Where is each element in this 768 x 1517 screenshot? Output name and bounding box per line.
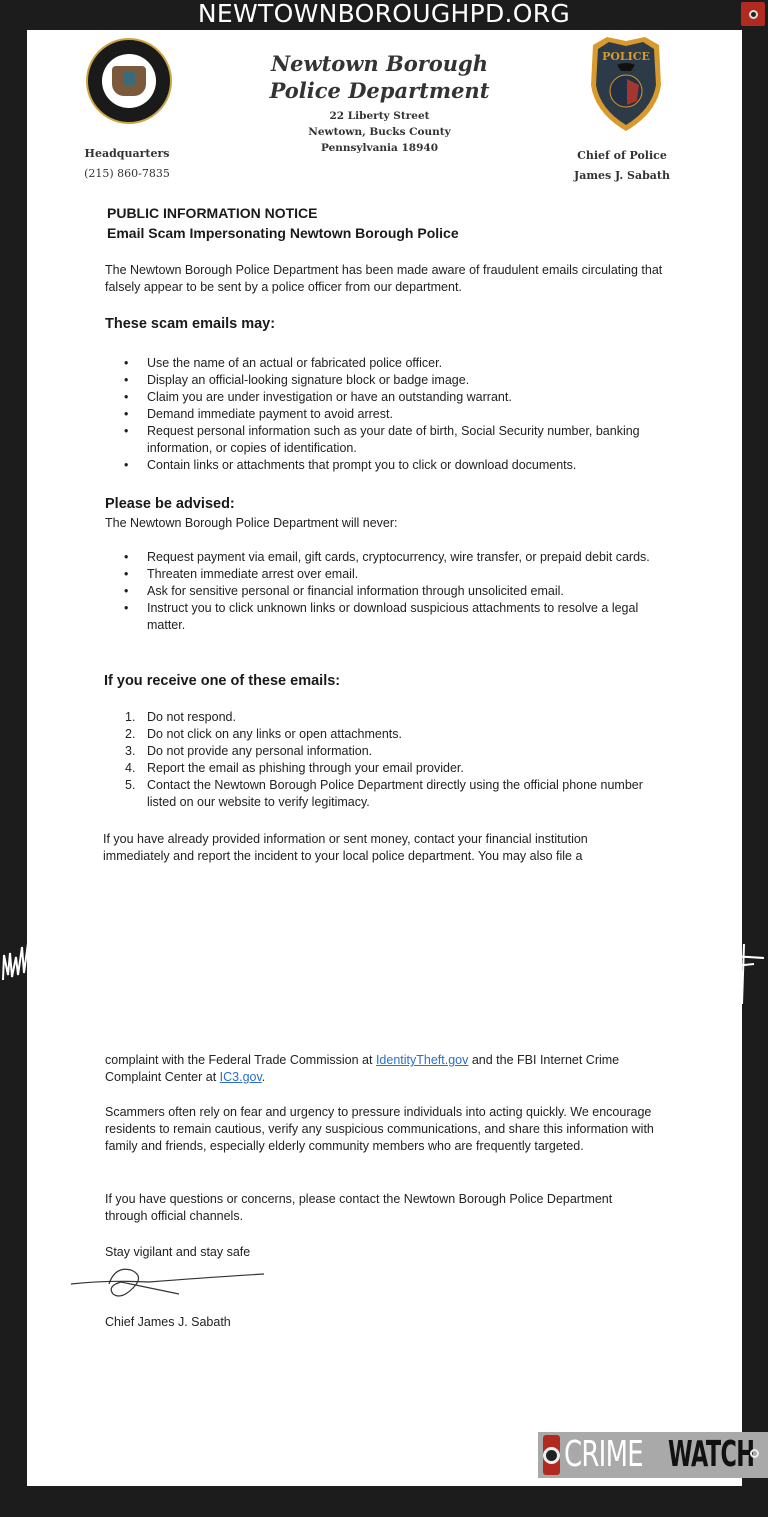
record-button[interactable] [741,2,765,26]
section-advised-subtitle: The Newtown Borough Police Department will never: [105,516,398,530]
list-item: • Use the name of an actual or fabricated police officer. [105,355,665,372]
chief-name: James J. Sabath [574,169,670,182]
org-name-line1: Newtown Borough [270,51,489,76]
list-item: • Instruct you to click unknown links or download suspicious attachments to resolve a legal matter. [105,600,665,634]
questions-paragraph: If you have questions or concerns, please contact the Newtown Borough Police Department through official channels. [105,1192,613,1223]
list-item: 4. Report the email as phishing through your email provider. [125,761,464,775]
already-provided-paragraph: If you have already provided information or sent money, contact your financial institution immediately and report the incident to your local police department. You may also file a [103,832,588,863]
chief-block [557,146,687,186]
record-icon [749,10,758,19]
list-item: • Threaten immediate arrest over email. [105,566,665,583]
steps-list [105,709,665,811]
notice-heading [107,203,459,243]
list-item: • Contain links or attachments that prompt you to click or download documents. [105,457,665,474]
ic3-link[interactable]: IC3.gov [219,1070,262,1084]
accreditation-seal-icon [86,38,172,124]
crimewatch-watermark [538,1432,768,1478]
crimewatch-crime-text: CRIME [564,1434,643,1475]
org-name-line2: Police Department [269,78,490,103]
list-item: • Ask for sensitive personal or financial information through unsolicited email. [105,583,665,600]
section-receive-title: If you receive one of these emails: [104,673,341,689]
hq-label: Headquarters [84,147,170,160]
headquarters-block [67,144,187,184]
list-item: 5. Contact the Newtown Borough Police Department directly using the official phone number listed on our website to verify legitimacy. [125,778,643,809]
pa-crest-icon [112,66,146,96]
scammers-paragraph: Scammers often rely on fear and urgency to pressure individuals into acting quickly. We encourage residents to remain cautious, verify any suspicious communications, and share this information with family and friends, especially elderly community members who are frequently targeted. [105,1105,654,1153]
section-scam-emails-title: These scam emails may: [105,316,276,332]
record-dot-icon [750,1449,759,1458]
scam-emails-list [105,355,665,474]
signature-name: Chief James J. Sabath [105,1315,231,1329]
list-item: 2. Do not click on any links or open attachments. [125,727,402,741]
chief-label: Chief of Police [577,149,667,162]
list-item: • Display an official-looking signature block or badge image. [105,372,665,389]
list-item: • Request personal information such as your date of birth, Social Security number, banking information, or copies of identification. [105,423,665,457]
address-line2: Newtown, Bucks County [308,126,451,138]
complaint-paragraph: complaint with the Federal Trade Commission at IdentityTheft.gov and the FBI Internet Crime Complaint Center at IC3.gov. [105,1053,620,1084]
never-list [105,549,665,634]
notice-document [27,30,742,1486]
section-advised-title: Please be advised: [105,496,235,512]
scan-artifact-left-icon [0,935,32,985]
site-title: NEWTOWNBOROUGHPD.ORG [197,0,571,28]
address-line3: Pennsylvania 18940 [320,142,439,154]
scan-artifact-right-icon [730,940,768,1010]
closing-line: Stay vigilant and stay safe [105,1245,251,1259]
list-item: • Request payment via email, gift cards, cryptocurrency, wire transfer, or prepaid debit cards. [105,549,665,566]
org-header [247,50,512,156]
list-item: • Demand immediate payment to avoid arrest. [105,406,665,423]
identitytheft-link[interactable]: IdentityTheft.gov [375,1053,469,1067]
address-line1: 22 Liberty Street [329,110,430,122]
intro-paragraph: The Newtown Borough Police Department has been made aware of fraudulent emails circulating that falsely appear to be sent by a police officer from our department. [105,263,663,294]
list-item: • Claim you are under investigation or have an outstanding warrant. [105,389,665,406]
crimewatch-watch-text: WATCH [668,1434,755,1475]
notice-heading-1: PUBLIC INFORMATION NOTICE [107,205,318,221]
notice-heading-2: Email Scam Impersonating Newtown Borough Police [107,225,459,241]
list-item: 3. Do not provide any personal information. [125,744,373,758]
police-badge-icon [587,35,665,133]
signature-icon [69,1262,269,1306]
svg-text:POLICE: POLICE [602,50,650,63]
hq-phone: (215) 860-7835 [84,167,170,180]
list-item: 1. Do not respond. [125,710,236,724]
crimewatch-camera-icon [543,1435,560,1475]
